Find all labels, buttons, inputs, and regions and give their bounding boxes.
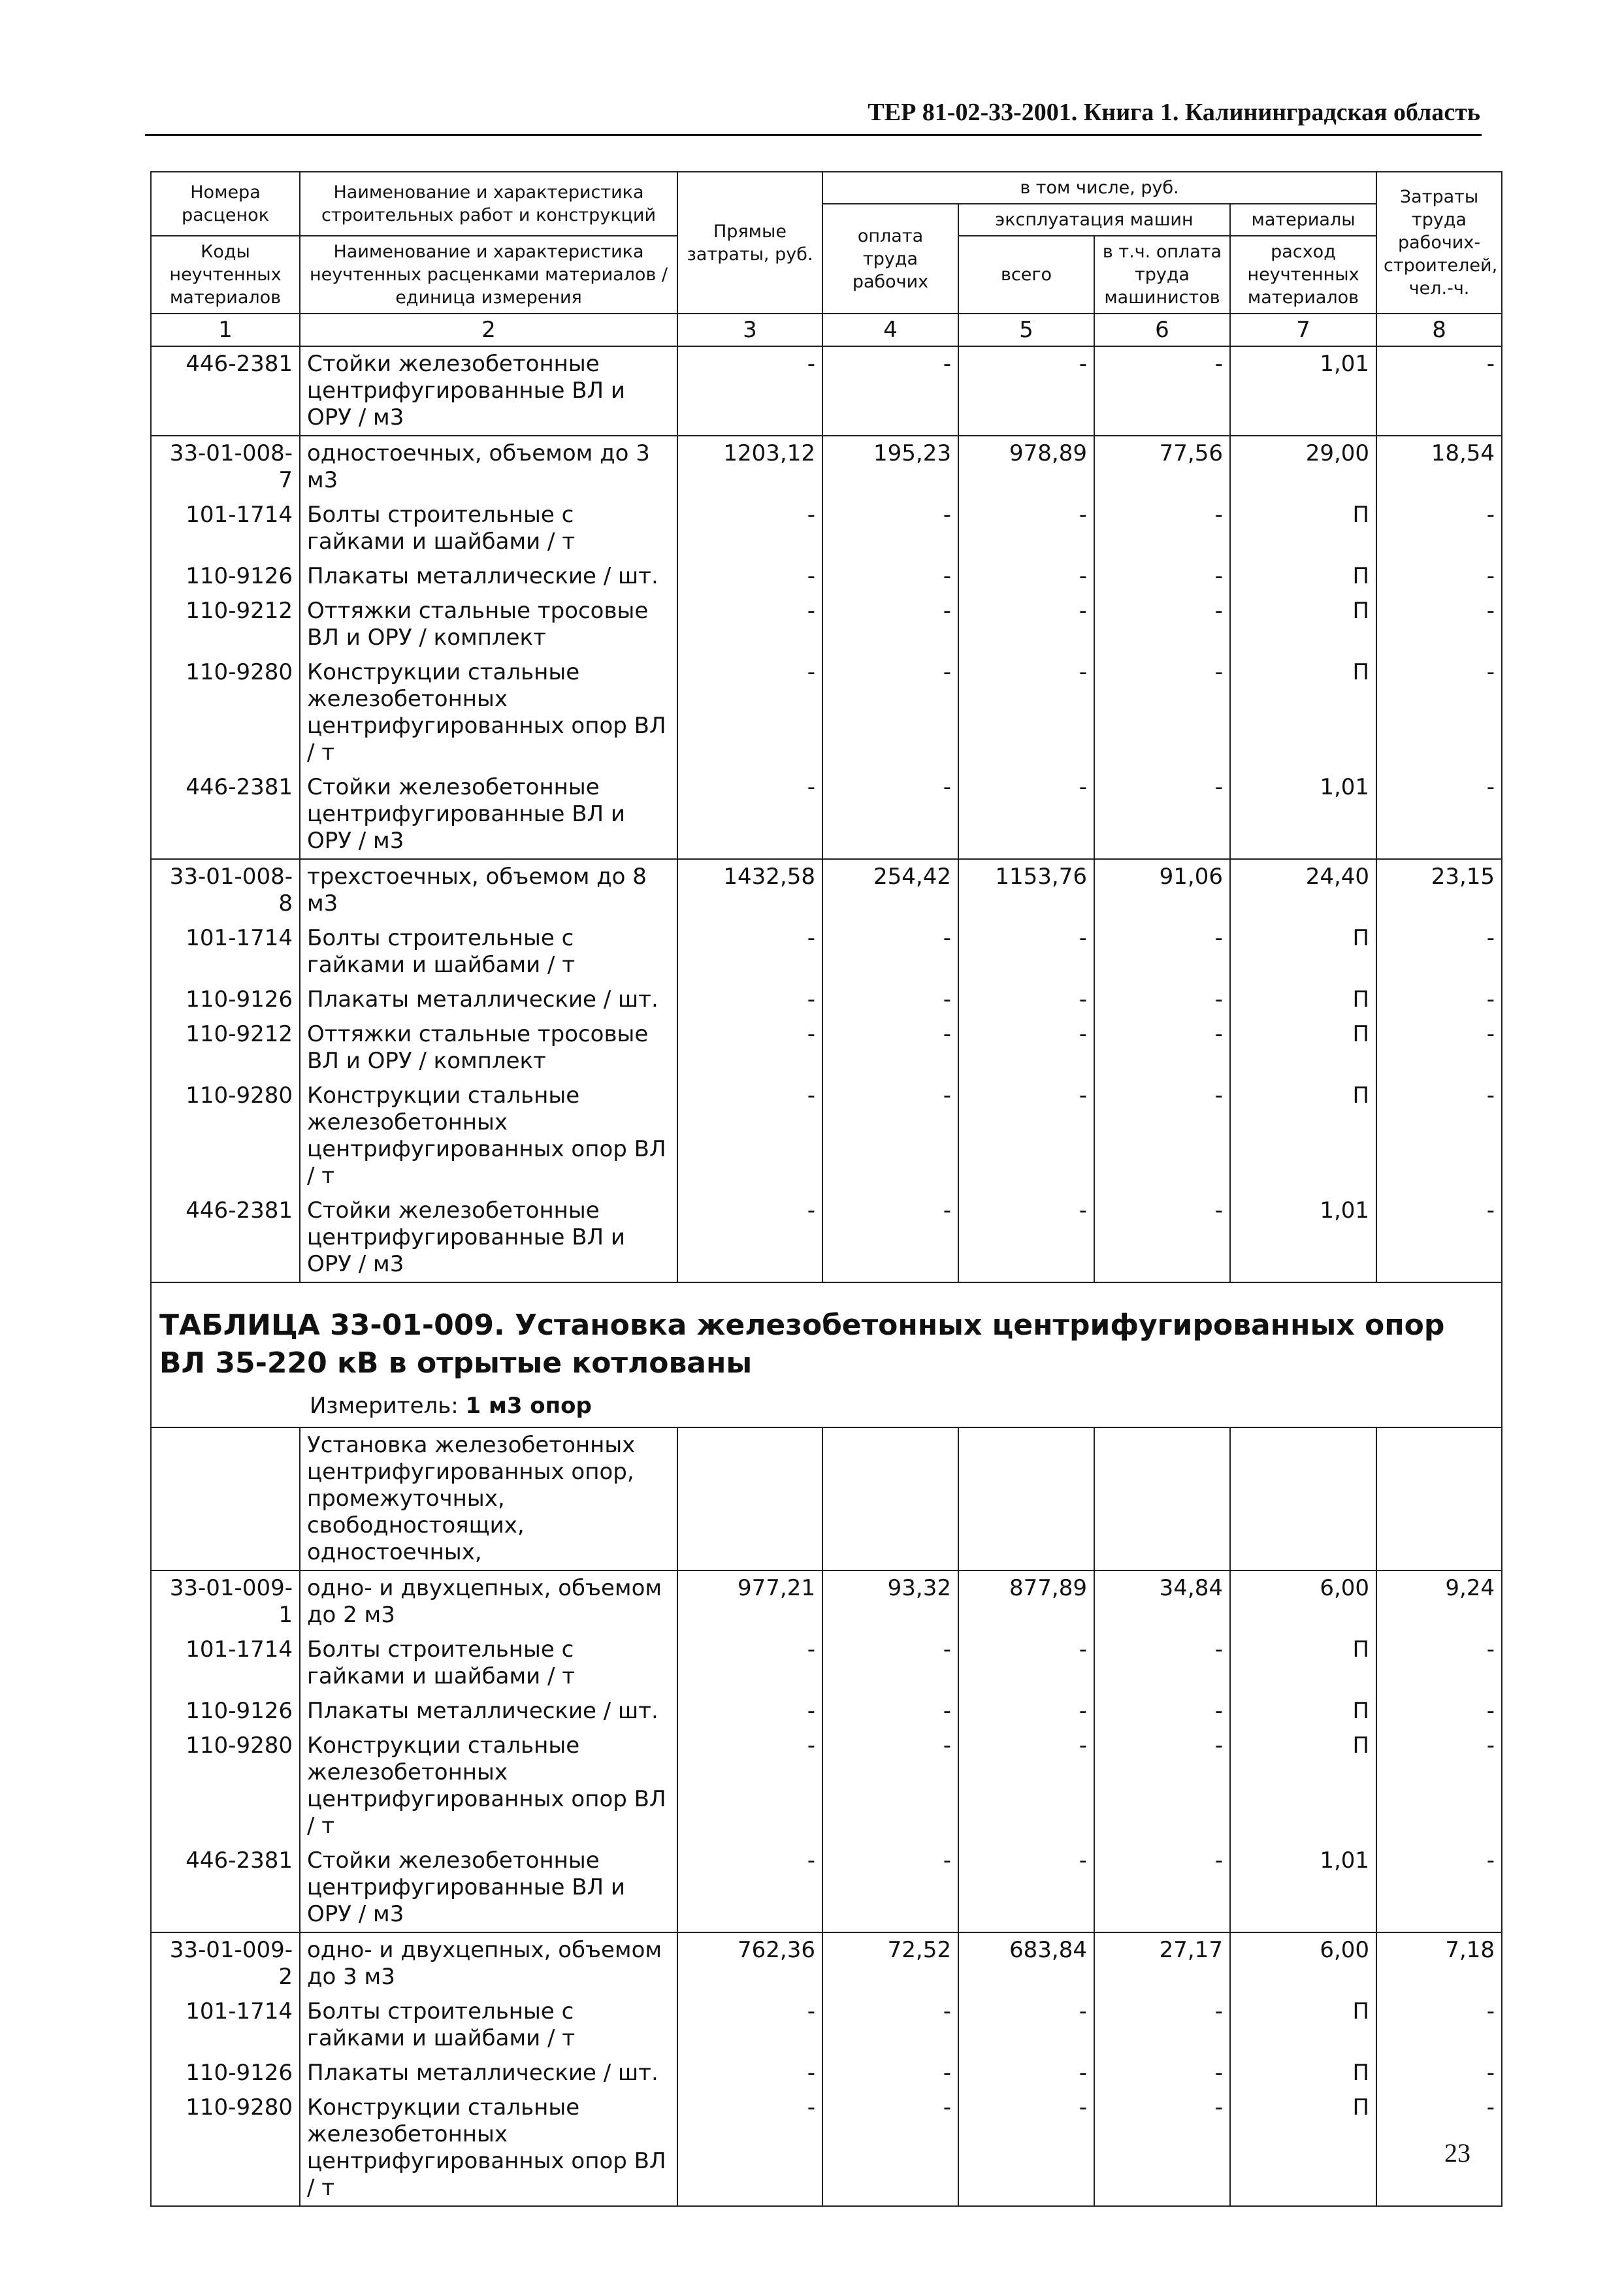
material-row	[151, 983, 1502, 1017]
material-code: 101-1714	[151, 498, 300, 559]
value-labor: -	[1376, 2056, 1502, 2090]
value-wages: -	[822, 559, 958, 594]
value-wages: 254,42	[822, 859, 958, 921]
material-row	[151, 770, 1502, 859]
material-row	[151, 1633, 1502, 1694]
value-direct: -	[677, 1729, 822, 1844]
rate-code: 33-01-009-2	[151, 1932, 300, 1994]
value-direct: -	[677, 983, 822, 1017]
value-direct: -	[677, 655, 822, 770]
value-labor: -	[1376, 1017, 1502, 1079]
value-machines-wages: 34,84	[1094, 1570, 1230, 1633]
value-machines-wages: -	[1094, 1694, 1230, 1729]
header-rate-numbers: Номера расценок	[151, 172, 300, 236]
value-materials: П	[1230, 1017, 1376, 1079]
value-materials: 1,01	[1230, 770, 1376, 859]
material-row	[151, 1079, 1502, 1194]
material-row	[151, 559, 1502, 594]
value-labor	[1376, 1427, 1502, 1570]
value-labor: -	[1376, 498, 1502, 559]
rate-row	[151, 436, 1502, 498]
value-wages: -	[822, 983, 958, 1017]
material-row	[151, 1694, 1502, 1729]
header-machines-wages: в т.ч. оплата труда машинистов	[1094, 236, 1230, 314]
value-wages: -	[822, 921, 958, 983]
value-materials: 6,00	[1230, 1570, 1376, 1633]
value-machines-wages: -	[1094, 655, 1230, 770]
header-labor: Затраты труда рабочих-строителей, чел.-ч.	[1376, 172, 1502, 314]
value-machines-wages: -	[1094, 1729, 1230, 1844]
value-labor: -	[1376, 1844, 1502, 1932]
value-wages: -	[822, 1194, 958, 1282]
value-labor: 9,24	[1376, 1570, 1502, 1633]
value-direct: -	[677, 559, 822, 594]
value-direct: -	[677, 770, 822, 859]
row-name: Стойки железобетонные центрифугированные ВЛ и ОРУ / м3	[300, 770, 677, 859]
value-wages: -	[822, 1844, 958, 1932]
value-labor: -	[1376, 346, 1502, 436]
value-wages: -	[822, 346, 958, 436]
material-code: 110-9280	[151, 1729, 300, 1844]
material-code: 446-2381	[151, 1844, 300, 1932]
column-number: 8	[1376, 314, 1502, 346]
value-machines-wages: -	[1094, 1079, 1230, 1194]
value-machines-wages: -	[1094, 921, 1230, 983]
row-name: Конструкции стальные железобетонных центрифугированных опор ВЛ / т	[300, 1729, 677, 1844]
value-labor: -	[1376, 559, 1502, 594]
header-machines-total: всего	[958, 236, 1094, 314]
value-machines: 1153,76	[958, 859, 1094, 921]
value-machines-wages: -	[1094, 1633, 1230, 1694]
row-name: одно- и двухцепных, объемом до 2 м3	[300, 1570, 677, 1633]
table-header	[151, 172, 1502, 346]
value-labor: -	[1376, 1633, 1502, 1694]
value-materials: 1,01	[1230, 1844, 1376, 1932]
value-materials: 1,01	[1230, 1194, 1376, 1282]
value-labor: -	[1376, 1994, 1502, 2056]
value-machines-wages: -	[1094, 498, 1230, 559]
rate-row	[151, 1570, 1502, 1633]
value-materials: П	[1230, 559, 1376, 594]
value-labor: -	[1376, 983, 1502, 1017]
value-direct	[677, 1427, 822, 1570]
value-wages: -	[822, 1017, 958, 1079]
material-code: 110-9212	[151, 1017, 300, 1079]
group-row	[151, 1427, 1502, 1570]
material-row	[151, 2090, 1502, 2206]
value-direct: -	[677, 1994, 822, 2056]
row-name: одностоечных, объемом до 3 м3	[300, 436, 677, 498]
value-direct: -	[677, 1194, 822, 1282]
column-number: 3	[677, 314, 822, 346]
material-code: 101-1714	[151, 921, 300, 983]
header-material-codes: Коды неучтенных материалов	[151, 236, 300, 314]
column-number: 7	[1230, 314, 1376, 346]
row-name: Болты строительные с гайками и шайбами / т	[300, 921, 677, 983]
material-code: 446-2381	[151, 770, 300, 859]
value-machines: -	[958, 1729, 1094, 1844]
header-wages: оплата труда рабочих	[822, 204, 958, 314]
column-number: 2	[300, 314, 677, 346]
value-direct: -	[677, 346, 822, 436]
material-code: 110-9280	[151, 1079, 300, 1194]
value-machines: -	[958, 770, 1094, 859]
header-materials-consumption: расход неучтенных материалов	[1230, 236, 1376, 314]
rate-code: 33-01-009-1	[151, 1570, 300, 1633]
value-labor: -	[1376, 1694, 1502, 1729]
material-code	[151, 1427, 300, 1570]
value-machines: -	[958, 1017, 1094, 1079]
material-code: 110-9126	[151, 2056, 300, 2090]
value-materials: 24,40	[1230, 859, 1376, 921]
meter-value: 1 м3 опор	[465, 1393, 592, 1419]
material-code: 446-2381	[151, 1194, 300, 1282]
value-machines: -	[958, 1194, 1094, 1282]
value-direct: 977,21	[677, 1570, 822, 1633]
value-materials: П	[1230, 655, 1376, 770]
value-wages: -	[822, 770, 958, 859]
material-row	[151, 1994, 1502, 2056]
value-direct: 1203,12	[677, 436, 822, 498]
value-wages: -	[822, 1694, 958, 1729]
row-name: Конструкции стальные железобетонных центрифугированных опор ВЛ / т	[300, 655, 677, 770]
value-machines-wages	[1094, 1427, 1230, 1570]
material-row	[151, 1729, 1502, 1844]
header-work-name: Наименование и характеристика строительных работ и конструкций	[300, 172, 677, 236]
value-labor: -	[1376, 655, 1502, 770]
table-title: ТАБЛИЦА 33-01-009. Установка железобетонных центрифугированных опор ВЛ 35-220 кВ в отрытые котлованы	[159, 1309, 1445, 1380]
material-row	[151, 498, 1502, 559]
row-name: Конструкции стальные железобетонных центрифугированных опор ВЛ / т	[300, 2090, 677, 2206]
value-labor: -	[1376, 921, 1502, 983]
value-machines-wages: -	[1094, 770, 1230, 859]
value-machines: -	[958, 559, 1094, 594]
value-direct: 762,36	[677, 1932, 822, 1994]
value-direct: -	[677, 921, 822, 983]
value-machines: -	[958, 921, 1094, 983]
row-name: одно- и двухцепных, объемом до 3 м3	[300, 1932, 677, 1994]
value-direct: -	[677, 2056, 822, 2090]
row-name: Оттяжки стальные тросовые ВЛ и ОРУ / комплект	[300, 594, 677, 655]
row-name: Плакаты металлические / шт.	[300, 2056, 677, 2090]
value-machines-wages: -	[1094, 2056, 1230, 2090]
row-name: Плакаты металлические / шт.	[300, 983, 677, 1017]
value-labor: -	[1376, 770, 1502, 859]
value-direct: -	[677, 498, 822, 559]
value-materials: П	[1230, 1994, 1376, 2056]
value-machines: -	[958, 1633, 1094, 1694]
value-labor: -	[1376, 594, 1502, 655]
row-name: Стойки железобетонные центрифугированные ВЛ и ОРУ / м3	[300, 1844, 677, 1932]
value-direct: 1432,58	[677, 859, 822, 921]
value-wages: -	[822, 1633, 958, 1694]
value-machines-wages: -	[1094, 1844, 1230, 1932]
meter-label: Измеритель:	[310, 1393, 459, 1419]
running-header: ТЕР 81-02-33-2001. Книга 1. Калининградская область	[868, 99, 1480, 126]
row-name: Болты строительные с гайками и шайбами / т	[300, 1633, 677, 1694]
value-wages: 72,52	[822, 1932, 958, 1994]
column-number: 4	[822, 314, 958, 346]
value-wages: -	[822, 2056, 958, 2090]
material-code: 110-9280	[151, 2090, 300, 2206]
value-direct: -	[677, 1079, 822, 1194]
value-wages: -	[822, 498, 958, 559]
value-machines: -	[958, 498, 1094, 559]
row-name: Оттяжки стальные тросовые ВЛ и ОРУ / комплект	[300, 1017, 677, 1079]
rate-row	[151, 859, 1502, 921]
material-row	[151, 594, 1502, 655]
material-code: 110-9126	[151, 983, 300, 1017]
rate-row	[151, 1932, 1502, 1994]
value-machines-wages: -	[1094, 346, 1230, 436]
value-wages	[822, 1427, 958, 1570]
table-meter	[159, 1391, 1493, 1420]
row-name: трехстоечных, объемом до 8 м3	[300, 859, 677, 921]
value-direct: -	[677, 1017, 822, 1079]
material-row	[151, 1844, 1502, 1932]
material-row	[151, 921, 1502, 983]
value-labor: -	[1376, 1729, 1502, 1844]
value-machines-wages: 77,56	[1094, 436, 1230, 498]
value-materials: П	[1230, 2090, 1376, 2206]
row-name: Болты строительные с гайками и шайбами / т	[300, 498, 677, 559]
value-materials: П	[1230, 1633, 1376, 1694]
material-row	[151, 655, 1502, 770]
value-machines-wages: -	[1094, 594, 1230, 655]
header-materials: материалы	[1230, 204, 1376, 236]
row-name: Плакаты металлические / шт.	[300, 559, 677, 594]
value-direct: -	[677, 1633, 822, 1694]
value-machines: -	[958, 655, 1094, 770]
value-labor: -	[1376, 1079, 1502, 1194]
value-machines: -	[958, 2090, 1094, 2206]
value-direct: -	[677, 1844, 822, 1932]
material-code: 110-9212	[151, 594, 300, 655]
value-wages: -	[822, 1994, 958, 2056]
value-materials: П	[1230, 921, 1376, 983]
value-machines	[958, 1427, 1094, 1570]
value-machines-wages: 91,06	[1094, 859, 1230, 921]
material-code: 110-9126	[151, 559, 300, 594]
value-machines: 978,89	[958, 436, 1094, 498]
value-materials: П	[1230, 498, 1376, 559]
material-code: 446-2381	[151, 346, 300, 436]
value-materials: П	[1230, 594, 1376, 655]
value-wages: -	[822, 1079, 958, 1194]
row-name: Стойки железобетонные центрифугированные ВЛ и ОРУ / м3	[300, 346, 677, 436]
value-materials: 6,00	[1230, 1932, 1376, 1994]
column-number: 6	[1094, 314, 1230, 346]
value-materials: 1,01	[1230, 346, 1376, 436]
value-machines-wages: -	[1094, 1994, 1230, 2056]
value-machines: 683,84	[958, 1932, 1094, 1994]
header-rule	[145, 134, 1482, 136]
rates-table	[150, 171, 1502, 2207]
value-machines: -	[958, 1844, 1094, 1932]
value-direct: -	[677, 1694, 822, 1729]
value-materials: П	[1230, 1079, 1376, 1194]
material-row	[151, 1194, 1502, 1282]
value-machines-wages: -	[1094, 1194, 1230, 1282]
value-materials: П	[1230, 983, 1376, 1017]
value-machines: -	[958, 1079, 1094, 1194]
material-code: 110-9126	[151, 1694, 300, 1729]
value-machines: -	[958, 346, 1094, 436]
value-wages: 93,32	[822, 1570, 958, 1633]
value-machines: -	[958, 1694, 1094, 1729]
row-name: Установка железобетонных центрифугированных опор, промежуточных, свободностоящих, одностоечных,	[300, 1427, 677, 1570]
value-labor: -	[1376, 2090, 1502, 2206]
value-direct: -	[677, 594, 822, 655]
header-material-name: Наименование и характеристика неучтенных расценками материалов / единица измерения	[300, 236, 677, 314]
row-name: Конструкции стальные железобетонных центрифугированных опор ВЛ / т	[300, 1079, 677, 1194]
row-name: Болты строительные с гайками и шайбами / т	[300, 1994, 677, 2056]
table-title-cell	[151, 1282, 1502, 1427]
material-code: 110-9280	[151, 655, 300, 770]
value-materials: П	[1230, 1694, 1376, 1729]
value-machines-wages: -	[1094, 559, 1230, 594]
value-machines-wages: 27,17	[1094, 1932, 1230, 1994]
value-wages: 195,23	[822, 436, 958, 498]
value-materials: П	[1230, 1729, 1376, 1844]
rate-code: 33-01-008-8	[151, 859, 300, 921]
value-materials: П	[1230, 2056, 1376, 2090]
value-machines-wages: -	[1094, 1017, 1230, 1079]
row-name: Плакаты металлические / шт.	[300, 1694, 677, 1729]
header-direct-costs: Прямые затраты, руб.	[677, 172, 822, 314]
table-title-row	[151, 1282, 1502, 1427]
column-number: 1	[151, 314, 300, 346]
value-wages: -	[822, 1729, 958, 1844]
value-materials	[1230, 1427, 1376, 1570]
value-machines: -	[958, 594, 1094, 655]
value-direct: -	[677, 2090, 822, 2206]
material-code: 101-1714	[151, 1994, 300, 2056]
value-labor: 7,18	[1376, 1932, 1502, 1994]
material-row	[151, 346, 1502, 436]
value-machines-wages: -	[1094, 2090, 1230, 2206]
value-labor: 18,54	[1376, 436, 1502, 498]
value-labor: -	[1376, 1194, 1502, 1282]
value-machines: -	[958, 983, 1094, 1017]
material-row	[151, 2056, 1502, 2090]
row-name: Стойки железобетонные центрифугированные ВЛ и ОРУ / м3	[300, 1194, 677, 1282]
value-labor: 23,15	[1376, 859, 1502, 921]
value-wages: -	[822, 655, 958, 770]
material-code: 101-1714	[151, 1633, 300, 1694]
material-row	[151, 1017, 1502, 1079]
value-machines: -	[958, 1994, 1094, 2056]
page-number: 23	[1444, 2138, 1470, 2168]
value-wages: -	[822, 594, 958, 655]
value-wages: -	[822, 2090, 958, 2206]
column-number: 5	[958, 314, 1094, 346]
rate-code: 33-01-008-7	[151, 436, 300, 498]
value-machines: 877,89	[958, 1570, 1094, 1633]
header-machines: эксплуатация машин	[958, 204, 1230, 236]
value-machines-wages: -	[1094, 983, 1230, 1017]
value-machines: -	[958, 2056, 1094, 2090]
header-including: в том числе, руб.	[822, 172, 1376, 204]
value-materials: 29,00	[1230, 436, 1376, 498]
table-body	[151, 346, 1502, 2206]
